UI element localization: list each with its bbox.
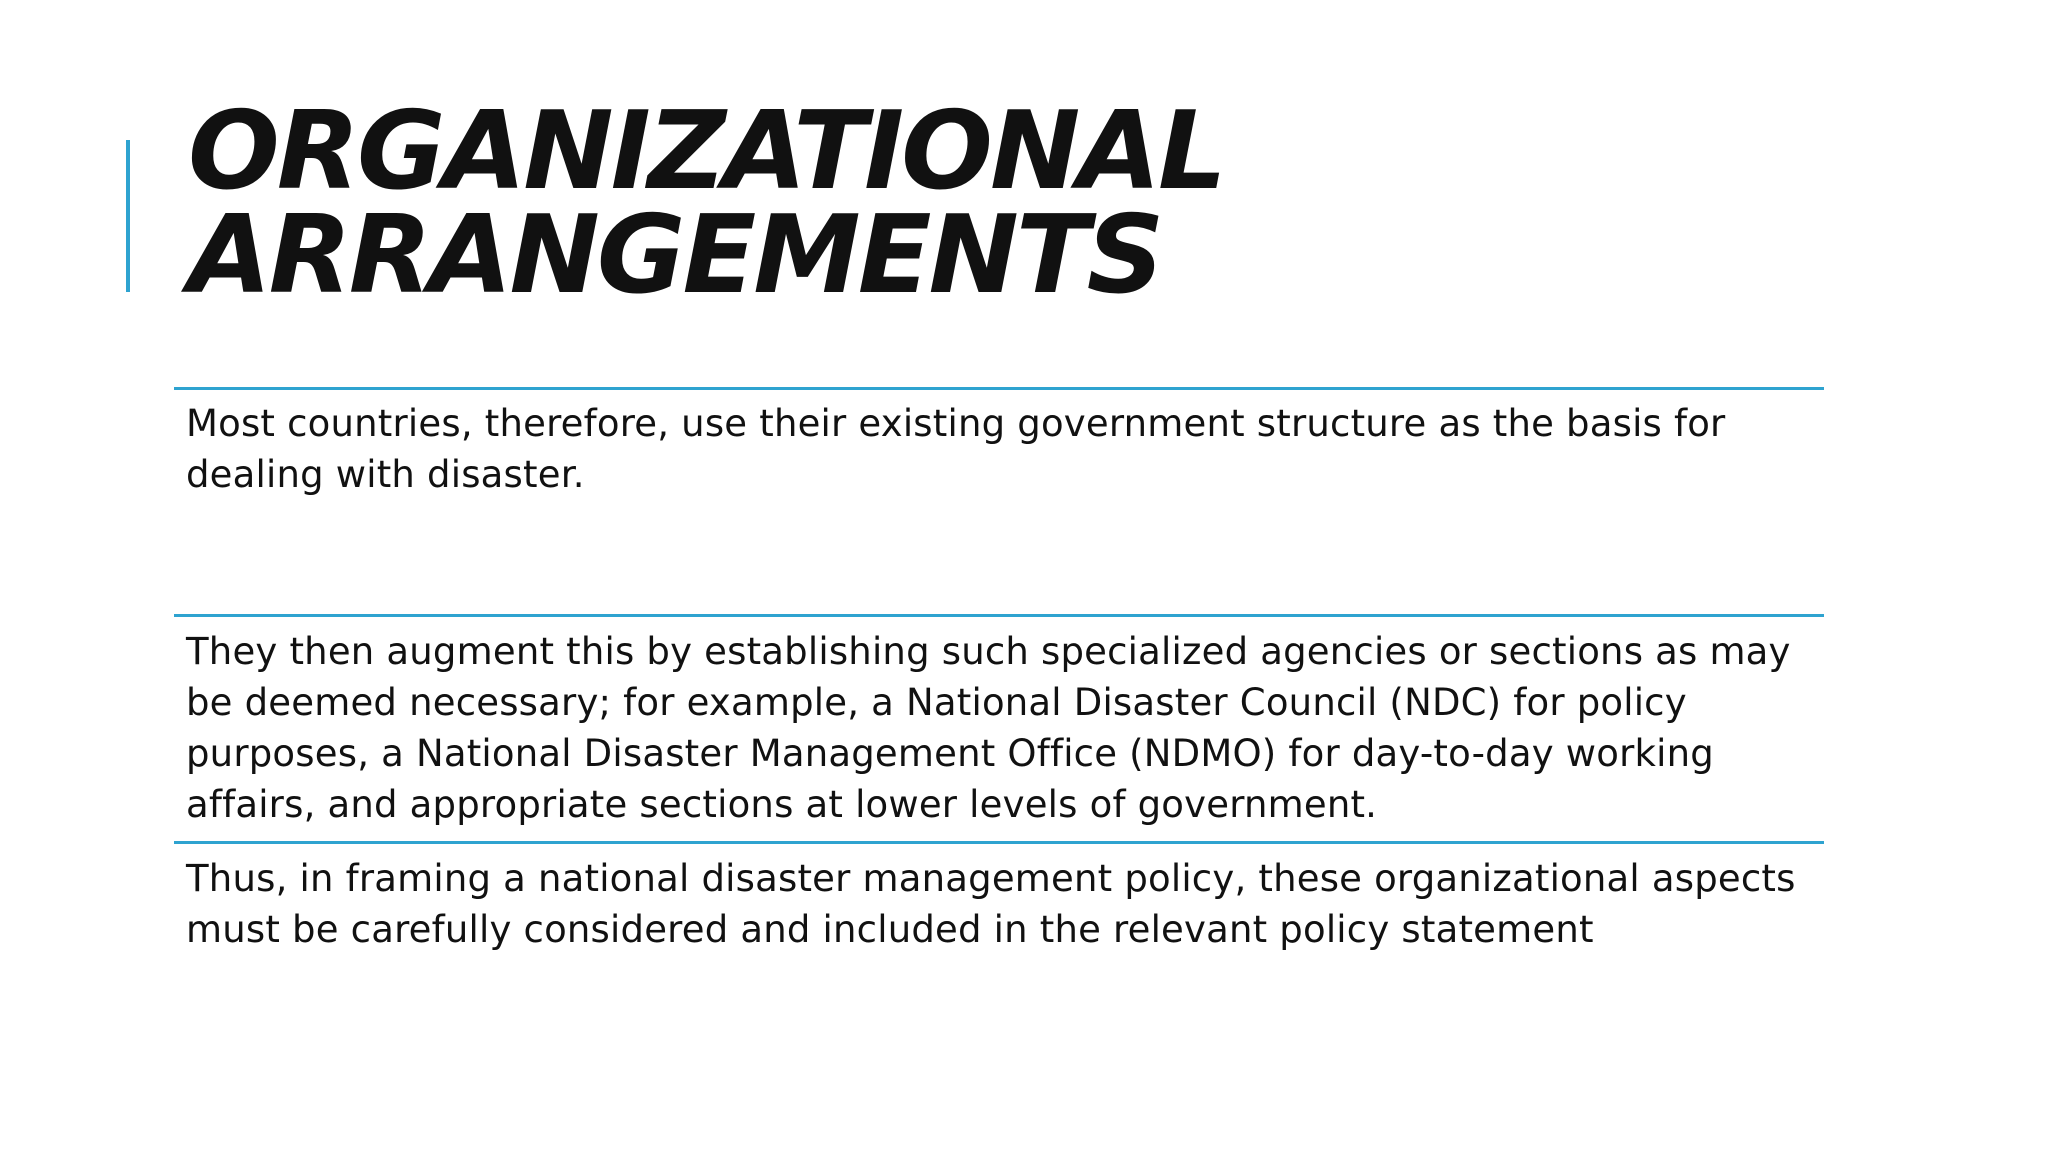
slide-title-line-2: ARRANGEMENTS (188, 193, 1162, 318)
divider-3 (174, 841, 1824, 844)
slide-title-line-1: ORGANIZATIONAL (188, 89, 1224, 214)
divider-2 (174, 614, 1824, 617)
slide-title (188, 89, 1688, 318)
paragraph-3: Thus, in framing a national disaster management policy, these organizational aspects must be carefully considered and included in the relevant policy statement (186, 857, 1796, 951)
paragraph-1: Most countries, therefore, use their existing government structure as the basis for dealing with disaster. (186, 402, 1726, 496)
paragraph-2: They then augment this by establishing such specialized agencies or sections as may be deemed necessary; for example, a National Disaster Council (NDC) for policy purposes, a National Disaster Management Office (NDMO) for day-to-day working affairs, and appropriate sections at lower levels of government. (186, 630, 1791, 826)
divider-1 (174, 387, 1824, 390)
title-accent-bar (126, 140, 130, 292)
